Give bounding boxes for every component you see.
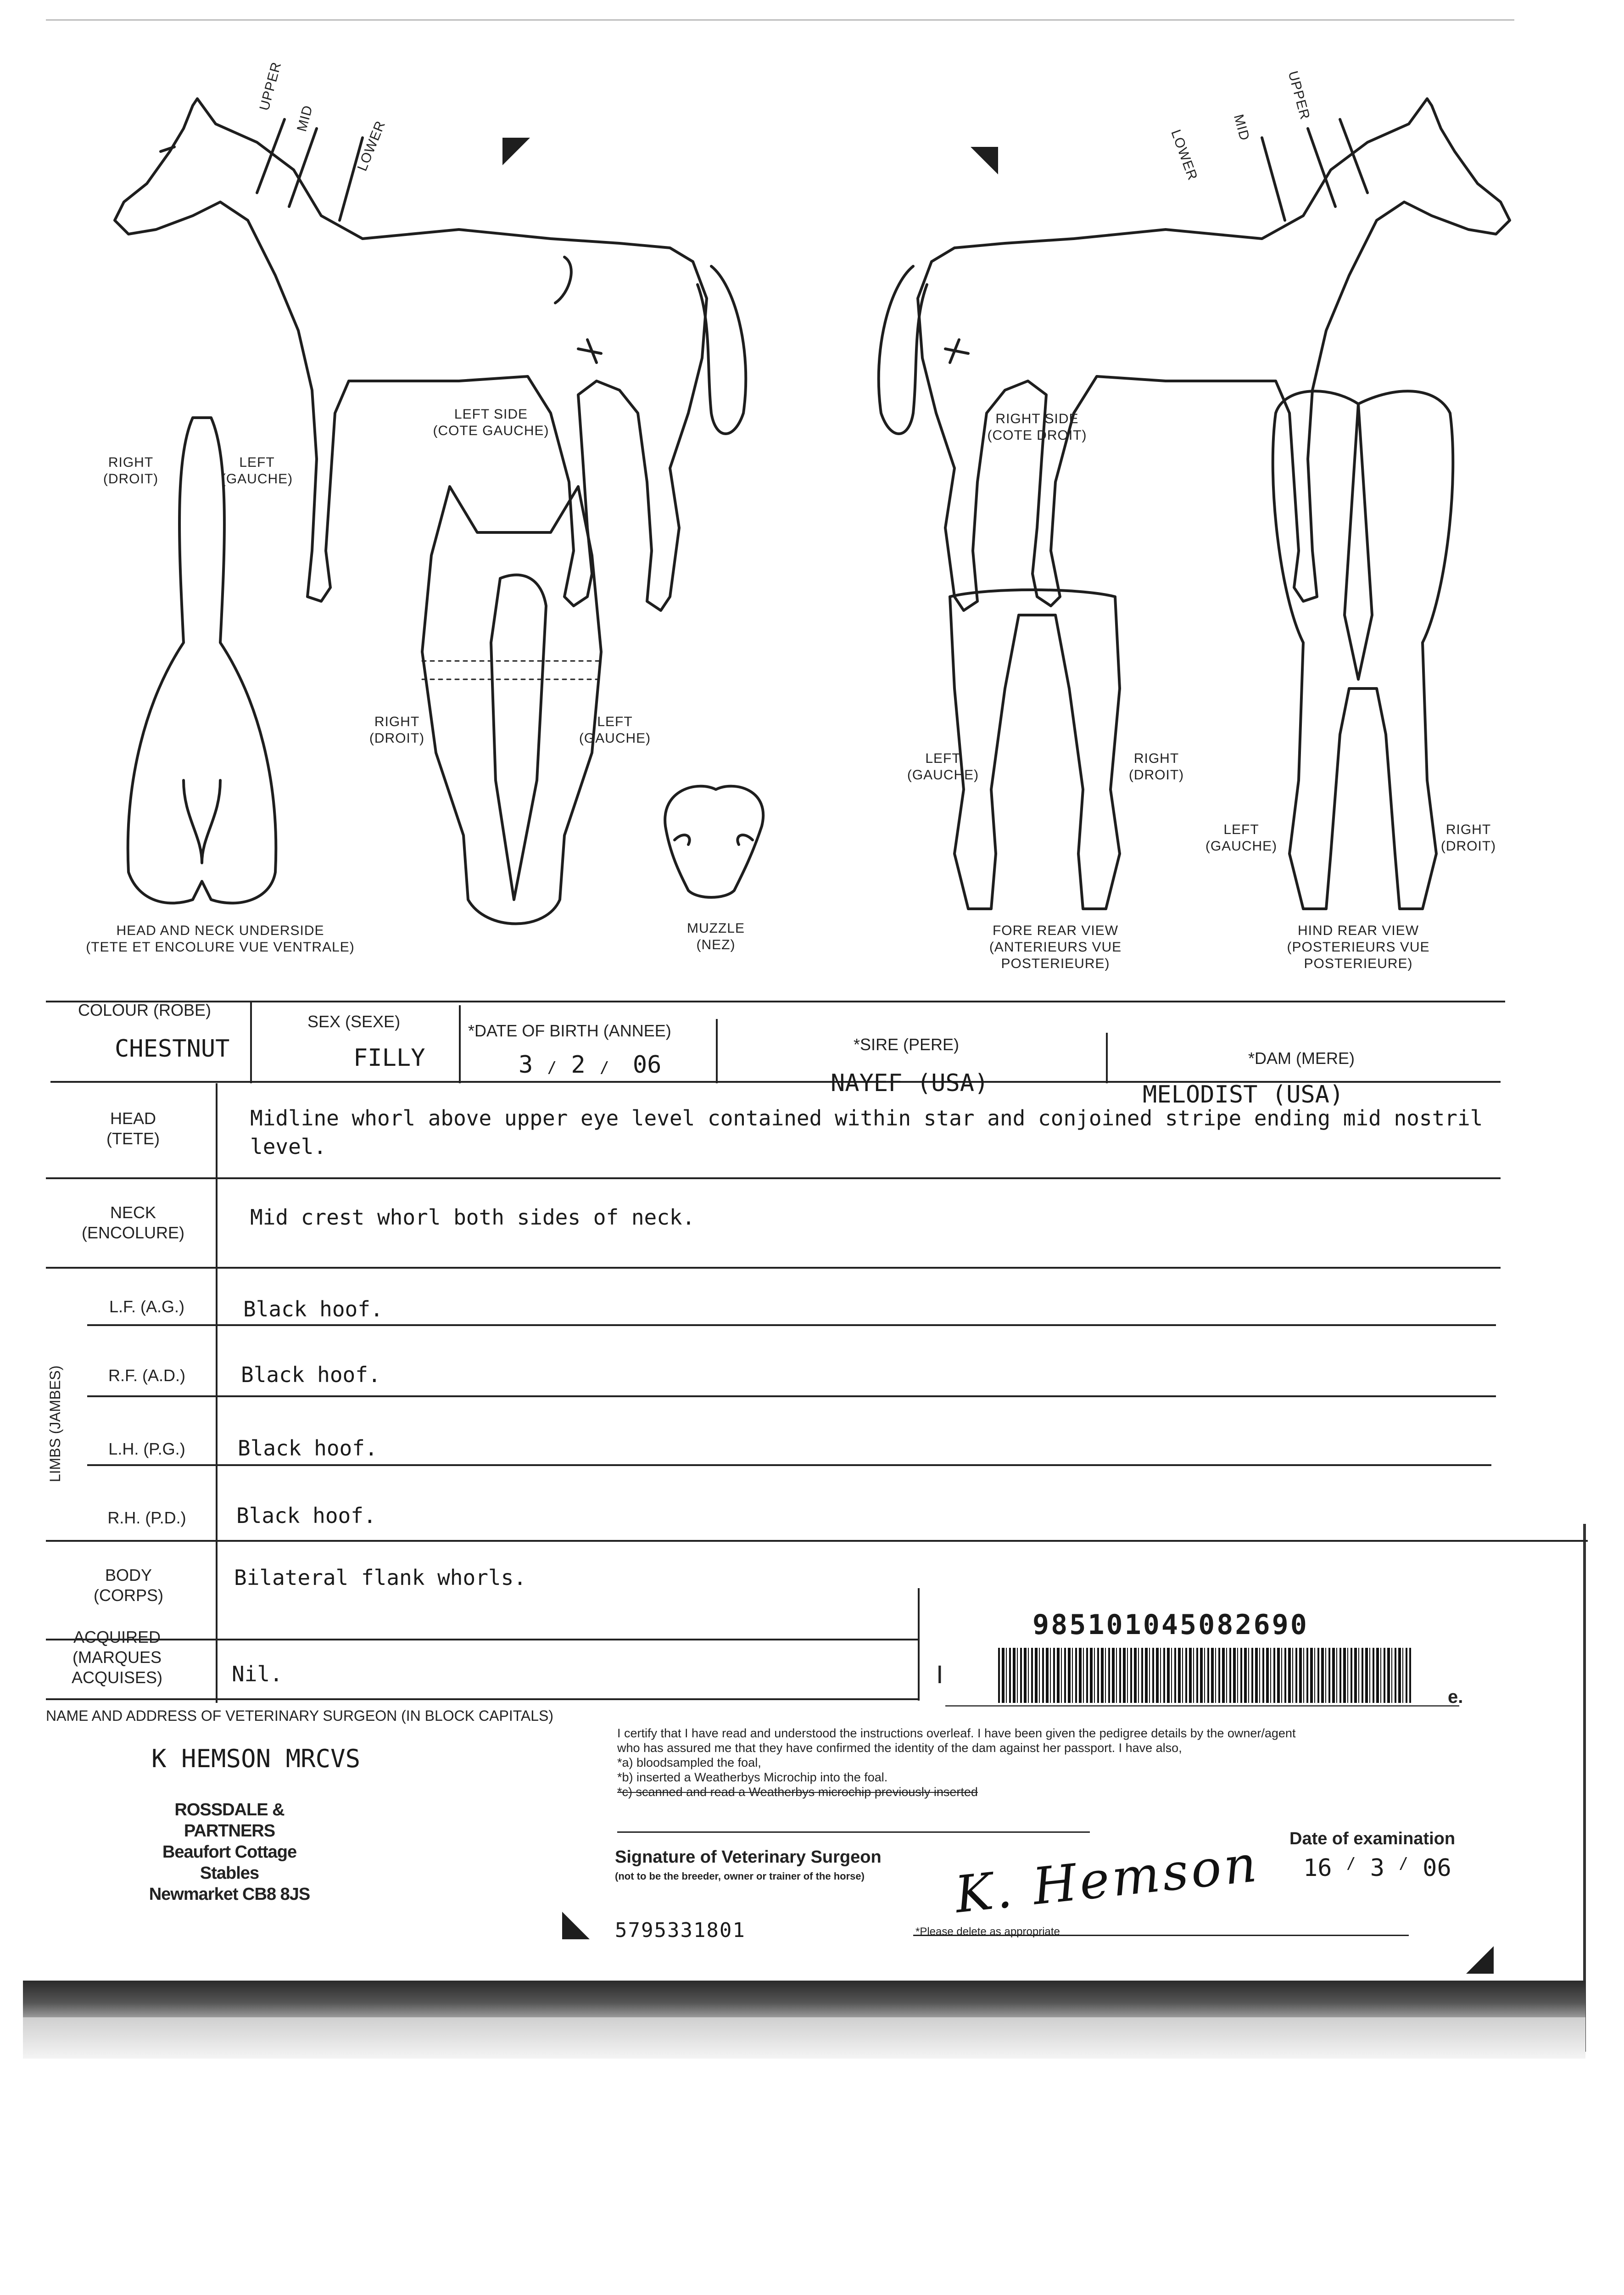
neck-mid-label-left: MID	[294, 103, 316, 134]
hind-right-label-line1: RIGHT	[1445, 822, 1491, 837]
hind-left-label-line2: (GAUCHE)	[1205, 839, 1278, 854]
underside-left-label	[216, 454, 298, 487]
certification-text	[617, 1726, 1489, 1799]
exam-date-value	[1303, 1854, 1451, 1882]
dob-separator-1: /	[547, 1058, 557, 1077]
dob-day: 3	[519, 1051, 533, 1079]
dam-label: *DAM (MERE)	[1248, 1049, 1355, 1068]
body-right-rule	[918, 1588, 920, 1701]
certification-strike-rule	[617, 1831, 1090, 1833]
certification-line1: I certify that I have read and understood the instructions overleaf. I have been given the pedigree details by the owner/agent	[617, 1726, 1296, 1740]
underside-right-label-line2: (DROIT)	[103, 471, 159, 487]
dob-label: *DATE OF BIRTH (ANNEE)	[468, 1021, 671, 1040]
certification-line4: *b) inserted a Weatherbys Microchip into the foal.	[617, 1770, 888, 1784]
neck-upper-label-left: UPPER	[257, 60, 285, 112]
left-side-caption-line2: (COTE GAUCHE)	[433, 423, 549, 438]
face-left-label	[574, 714, 656, 747]
vet-heading: NAME AND ADDRESS OF VETERINARY SURGEON (IN BLOCK CAPITALS)	[46, 1707, 554, 1724]
head-marking-text	[250, 1104, 1489, 1161]
hind-caption	[1267, 923, 1450, 972]
scan-page-bottom-band	[23, 1981, 1585, 2017]
muzzle-outline	[665, 786, 763, 897]
acquired-row-label-line2: (MARQUES	[72, 1648, 162, 1667]
certification-line2: who has assured me that they have confirmed the identity of the dam against her passport. I have also,	[617, 1741, 1182, 1755]
left-side-horse-outline	[115, 99, 746, 610]
face-right-label-line1: RIGHT	[374, 714, 420, 729]
lh-marking-text: Black hoof.	[238, 1436, 378, 1461]
body-row-label	[69, 1565, 188, 1606]
neck-lower-label-right: LOWER	[1168, 128, 1200, 183]
colour-label: COLOUR (ROBE)	[78, 1001, 212, 1019]
row-rule-rh-bottom	[46, 1540, 1588, 1542]
row-rule-acquired-bottom	[46, 1698, 918, 1700]
lf-marking-text: Black hoof.	[243, 1297, 383, 1321]
signature-sublabel: (not to be the breeder, owner or trainer of the horse)	[615, 1870, 865, 1882]
fore-caption-line3: POSTERIEURE)	[1001, 956, 1110, 971]
microchip-left-mark: I	[936, 1660, 943, 1689]
neck-upper-label-right: UPPER	[1285, 69, 1313, 122]
face-left-label-line2: (GAUCHE)	[579, 731, 651, 746]
left-side-caption-line1: LEFT SIDE	[454, 407, 528, 422]
vet-address-line3: Newmarket CB8 8JS	[149, 1885, 310, 1904]
fore-right-label-line1: RIGHT	[1133, 751, 1179, 766]
signature-label: Signature of Veterinary Surgeon	[615, 1847, 882, 1867]
fore-caption-line2: (ANTERIEURS VUE	[989, 940, 1122, 955]
row-rule-head-bottom	[46, 1177, 1501, 1179]
fore-caption-line1: FORE REAR VIEW	[992, 923, 1119, 938]
hind-caption-line2: (POSTERIEURS VUE	[1287, 940, 1430, 955]
vet-signature: K. Hemson	[952, 1834, 1262, 1925]
marker-triangle-bottom-left	[562, 1912, 590, 1939]
face-left-label-line1: LEFT	[597, 714, 633, 729]
head-marking-text-line2: level.	[250, 1134, 327, 1159]
hind-caption-line3: POSTERIEURE)	[1304, 956, 1413, 971]
microchip-right-mark: e.	[1448, 1687, 1463, 1707]
right-side-caption	[964, 411, 1111, 444]
head-neck-underside-outline	[128, 418, 276, 903]
head-row-label-line2: (TETE)	[106, 1129, 160, 1148]
head-row-label-line1: HEAD	[110, 1109, 156, 1128]
body-marking-text: Bilateral flank whorls.	[234, 1565, 526, 1590]
rh-marking-text: Black hoof.	[236, 1503, 376, 1528]
microchip-number: 985101045082690	[1032, 1609, 1309, 1641]
acquired-row-label-line3: ACQUISES)	[71, 1668, 163, 1687]
dob-value	[519, 1051, 661, 1079]
underside-caption-line1: HEAD AND NECK UNDERSIDE	[116, 923, 324, 938]
microchip-underline	[945, 1705, 1459, 1707]
hind-right-label-line2: (DROIT)	[1440, 839, 1496, 854]
exam-date-separator-1: /	[1346, 1854, 1356, 1873]
details-divider-4	[1106, 1033, 1108, 1083]
right-side-caption-line1: RIGHT SIDE	[995, 411, 1079, 426]
face-right-label-line2: (DROIT)	[369, 731, 425, 746]
muzzle-caption	[670, 920, 762, 953]
vet-name: K HEMSON MRCVS	[151, 1744, 361, 1773]
date-label: Date of examination	[1289, 1829, 1456, 1848]
underside-right-label-line1: RIGHT	[108, 455, 154, 470]
right-side-caption-line2: (COTE DROIT)	[987, 428, 1087, 443]
underside-caption-line2: (TETE ET ENCOLURE VUE VENTRALE)	[86, 940, 355, 955]
exam-date-month: 3	[1370, 1854, 1385, 1882]
reference-number: 5795331801	[615, 1919, 746, 1942]
rh-row-label: R.H. (P.D.)	[107, 1508, 186, 1527]
body-row-label-line2: (CORPS)	[94, 1586, 163, 1605]
exam-date-separator-2: /	[1399, 1854, 1408, 1873]
fore-right-label	[1120, 750, 1193, 784]
colour-value: CHESTNUT	[115, 1035, 230, 1063]
neck-row-label-line1: NECK	[110, 1203, 156, 1222]
vet-address-line1: ROSSDALE & PARTNERS	[174, 1800, 285, 1841]
fore-left-label-line1: LEFT	[925, 751, 961, 766]
neck-lower-label-left: LOWER	[354, 118, 389, 174]
face-right-label	[363, 714, 431, 747]
underside-left-label-line2: (GAUCHE)	[221, 471, 293, 487]
fore-left-label-line2: (GAUCHE)	[907, 767, 979, 783]
head-marking-text-line1: Midline whorl above upper eye level contained within star and conjoined stripe ending mid nostril	[250, 1106, 1483, 1131]
lh-row-label: L.H. (P.G.)	[108, 1439, 185, 1458]
row-rule-lf-bottom	[87, 1324, 1496, 1326]
sex-label: SEX (SEXE)	[307, 1012, 401, 1031]
dob-year: 06	[632, 1051, 662, 1079]
sex-value: FILLY	[353, 1044, 425, 1072]
left-side-caption	[404, 406, 578, 439]
exam-date-year: 06	[1423, 1854, 1451, 1882]
certification-line3: *a) bloodsampled the foal,	[617, 1756, 761, 1769]
lf-row-label: L.F. (A.G.)	[109, 1297, 185, 1316]
sire-label: *SIRE (PERE)	[854, 1035, 960, 1054]
details-top-rule	[46, 1001, 1505, 1002]
vet-address-stamp	[138, 1799, 321, 1905]
details-divider-1	[250, 1001, 252, 1083]
microchip-barcode	[998, 1648, 1411, 1703]
muzzle-caption-line2: (NEZ)	[696, 937, 736, 952]
fore-right-label-line2: (DROIT)	[1128, 767, 1184, 783]
marker-triangle-bottom-right	[1466, 1946, 1494, 1974]
neck-row-label-line2: (ENCOLURE)	[81, 1223, 184, 1242]
acquired-row-label-line1: ACQUIRED	[73, 1628, 161, 1646]
hind-left-label-line1: LEFT	[1223, 822, 1259, 837]
fore-caption	[964, 923, 1147, 972]
exam-date-day: 16	[1303, 1854, 1332, 1882]
fore-rear-view-outline	[950, 590, 1120, 909]
row-rule-neck-bottom	[46, 1267, 1501, 1269]
underside-left-label-line1: LEFT	[239, 455, 275, 470]
rf-marking-text: Black hoof.	[241, 1362, 381, 1387]
row-rule-rf-bottom	[87, 1395, 1496, 1397]
dob-separator-2: /	[600, 1058, 609, 1077]
scan-page-edge-right	[1583, 1524, 1586, 2052]
acquired-row-label	[55, 1627, 179, 1688]
neck-mid-label-right: MID	[1231, 112, 1252, 143]
hind-caption-line1: HIND REAR VIEW	[1297, 923, 1419, 938]
row-rule-lh-bottom	[87, 1464, 1491, 1466]
certification-line5: *c) scanned and read a Weatherbys microchip previously inserted	[617, 1785, 978, 1799]
acquired-marking-text: Nil.	[232, 1662, 283, 1686]
hind-right-label	[1432, 822, 1505, 855]
details-divider-2	[459, 1005, 461, 1083]
hind-left-label	[1200, 822, 1283, 855]
sire-value: NAYEF (USA)	[831, 1069, 989, 1097]
neck-row-label	[64, 1203, 202, 1243]
horse-identification-diagram	[0, 0, 1624, 1010]
details-divider-3	[716, 1019, 718, 1083]
underside-right-label	[92, 454, 170, 487]
underside-caption	[69, 923, 372, 956]
delete-note: *Please delete as appropriate	[915, 1926, 1060, 1938]
body-row-label-line1: BODY	[105, 1566, 152, 1584]
fore-left-label	[902, 750, 984, 784]
limbs-side-label: LIMBS (JAMBES)	[47, 1365, 63, 1483]
hind-rear-view-outline	[1273, 391, 1453, 909]
dob-month: 2	[571, 1051, 586, 1079]
neck-marking-text: Mid crest whorl both sides of neck.	[250, 1205, 695, 1230]
dam-value: MELODIST (USA)	[1143, 1081, 1344, 1108]
scan-shadow-bottom	[23, 2017, 1585, 2059]
rf-row-label: R.F. (A.D.)	[108, 1366, 185, 1385]
muzzle-caption-line1: MUZZLE	[687, 921, 745, 936]
head-row-label	[87, 1108, 179, 1149]
markings-left-rule	[216, 1083, 218, 1703]
vet-address-line2: Beaufort Cottage Stables	[162, 1842, 297, 1883]
